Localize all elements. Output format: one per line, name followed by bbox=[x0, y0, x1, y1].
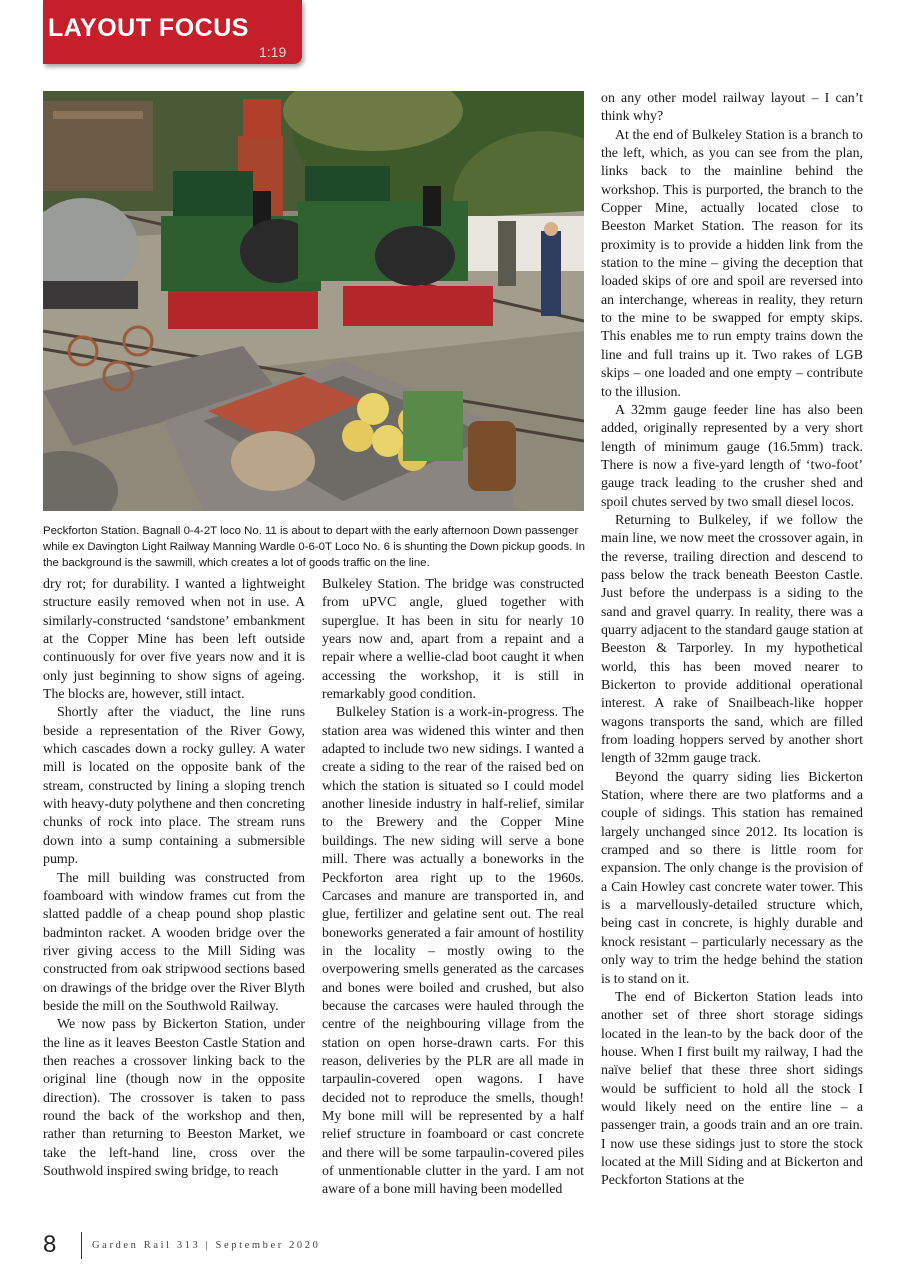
text-column-2 bbox=[322, 576, 584, 1200]
text-column-1 bbox=[43, 576, 305, 1181]
scale-label: 1:19 bbox=[259, 44, 287, 60]
footer-folio: Garden Rail 313 | September 2020 bbox=[92, 1240, 321, 1251]
paragraph: Bulkeley Station. The bridge was constructed from uPVC angle, glued together with superglue. It has been in situ for nearly 10 years now and, apart from a repaint and a repair where a wellie-clad boot caught it when accessing the workshop, it is still in remarkably good condition. bbox=[322, 577, 584, 703]
paragraph: Bulkeley Station is a work-in-progress. The station area was widened this winter and then adapted to include two new sidings. I wanted a create a siding to the rear of the raised bed on which the station is situated so I could model another lineside industry in half-relief, similar to the Brewery and the Copper Mine buildings. The new siding will serve a bone mill. There was actually a boneworks in the Peckforton area right up to the 1960s. Carcases and manure are transported in, and glue, fertilizer and gelatine sent out. The real boneworks generated a fair amount of hostility in the locality – mostly owing to the overpowering smells generated as the carcases and bones were boiled and crushed, but also because the carcases were hauled through the centre of the neighbouring village from the station on open horse-drawn carts. For this reason, deliveries by the PLR are all made in tarpaulin-covered open wagons. I have decided not to reproduce the smells, though! My bone mill will be represented by a half relief structure in foamboard or cast concrete and there will be some tarpaulin-covered piles of unmentionable clutter in the yard. I am not aware of a bone mill having been modelled bbox=[322, 705, 584, 1198]
paragraph: We now pass by Bickerton Station, under the line as it leaves Beeston Castle Station and then reaches a crossover linking back to the original line (though now in the opposite direction). The crossover is taken to pass round the back of the workshop and then, rather than returning to Beeston Market, we take the left-hand line, cross over the Southwold inspired swing bridge, to reach bbox=[43, 1017, 305, 1179]
section-title: LAYOUT FOCUS bbox=[48, 14, 249, 42]
text-column-3 bbox=[601, 90, 863, 1191]
paragraph: The end of Bickerton Station leads into another set of three short storage sidings located in the lean-to by the back door of the house. When I first built my railway, I had the naïve belief that these three short sidings would be sufficient to hold all the stock I would likely need on the entire line – a passenger train, a goods train and an ore train. I now use these sidings just to store the stock located at the Mill Siding and at Bickerton and Peckforton Stations at the bbox=[601, 989, 863, 1189]
paragraph: on any other model railway layout – I can’t think why? bbox=[601, 91, 863, 125]
paragraph: The mill building was constructed from foamboard with window frames cut from the slatted paddle of a cheap pound shop plastic badminton racket. A wooden bridge over the river giving access to the Mill Siding was constructed from oak stripwood sections based on drawings of the bridge over the River Blyth beside the mill on the Southwold Railway. bbox=[43, 870, 305, 1014]
paragraph: Returning to Bulkeley, if we follow the main line, we now meet the crossover again, in the reverse, trailing direction and descend to pass below the track beneath Beeston Castle. Just before the underpass is a siding to the sand and gravel quarry. In reality, there was a quarry adjacent to the standard gauge station at Beeston & Tarporley. In my hypothetical world, this has been moved nearer to Bickerton to provide additional operational interest. A rake of Snailbeach-like hopper wagons transports the sand, which are filled from loading hoppers served by another short length of 32mm gauge track. bbox=[601, 512, 863, 767]
page-number: 8 bbox=[43, 1231, 57, 1258]
layout-photo bbox=[43, 91, 584, 511]
footer-divider bbox=[81, 1232, 82, 1259]
paragraph: A 32mm gauge feeder line has also been added, originally represented by a very short length of minimum gauge (16.5mm) track. There is now a five-yard length of ‘two-foot’ gauge track leading to the crusher shed and spoil chutes served by two small diesel locos. bbox=[601, 402, 863, 510]
photo-caption: Peckforton Station. Bagnall 0-4-2T loco No. 11 is about to depart with the early afternoon Down passenger while ex Davington Light Railway Manning Wardle 0-6-0T Loco No. 6 is shunting the Down pickup goods. In the background is the sawmill, which creates a lot of goods traffic on the line. bbox=[43, 525, 585, 569]
paragraph: Shortly after the viaduct, the line runs beside a representation of the River Gowy, which cascades down a rocky gulley. A water mill is located on the opposite bank of the stream, constructed by lining a sloping trench with heavy-duty polythene and then concreting chunks of rock into place. The stream runs down into a sump containing a submersible pump. bbox=[43, 705, 305, 868]
paragraph: At the end of Bulkeley Station is a branch to the left, which, as you can see from the plan, links back to the mainline behind the workshop. This is purported, the branch to the Copper Mine, actually located close to Beeston Market Station. The reason for its proximity is to provide a hidden link from the station to the mine – giving the deception that loaded skips of ore and spoil are reversed into an interchange, whereas in reality, they return to the mine to be swapped for empty skips. This enables me to run empty trains down the line and full trains up it. Two rakes of LGB skips – one loaded and one empty – contribute to the illusion. bbox=[601, 127, 863, 400]
paragraph: Beyond the quarry siding lies Bickerton Station, where there are two platforms and a couple of sidings. This station has remained largely unchanged since 2012. Its location is cramped and so there is little room for expansion. The only change is the provision of a Cain Howley cast concrete water tower. This is a marvellously-detailed structure which, being cast in concrete, is highly durable and knock resistant – particularly necessary as the only way to trim the hedge behind the station is to stand on it. bbox=[601, 769, 863, 987]
paragraph: dry rot; for durability. I wanted a lightweight structure easily removed when not in use. A similarly-constructed ‘sandstone’ embankment at the Copper Mine has been left outside continuously for over five years now and it is only just beginning to show signs of ageing. The blocks are, however, still intact. bbox=[43, 577, 305, 703]
